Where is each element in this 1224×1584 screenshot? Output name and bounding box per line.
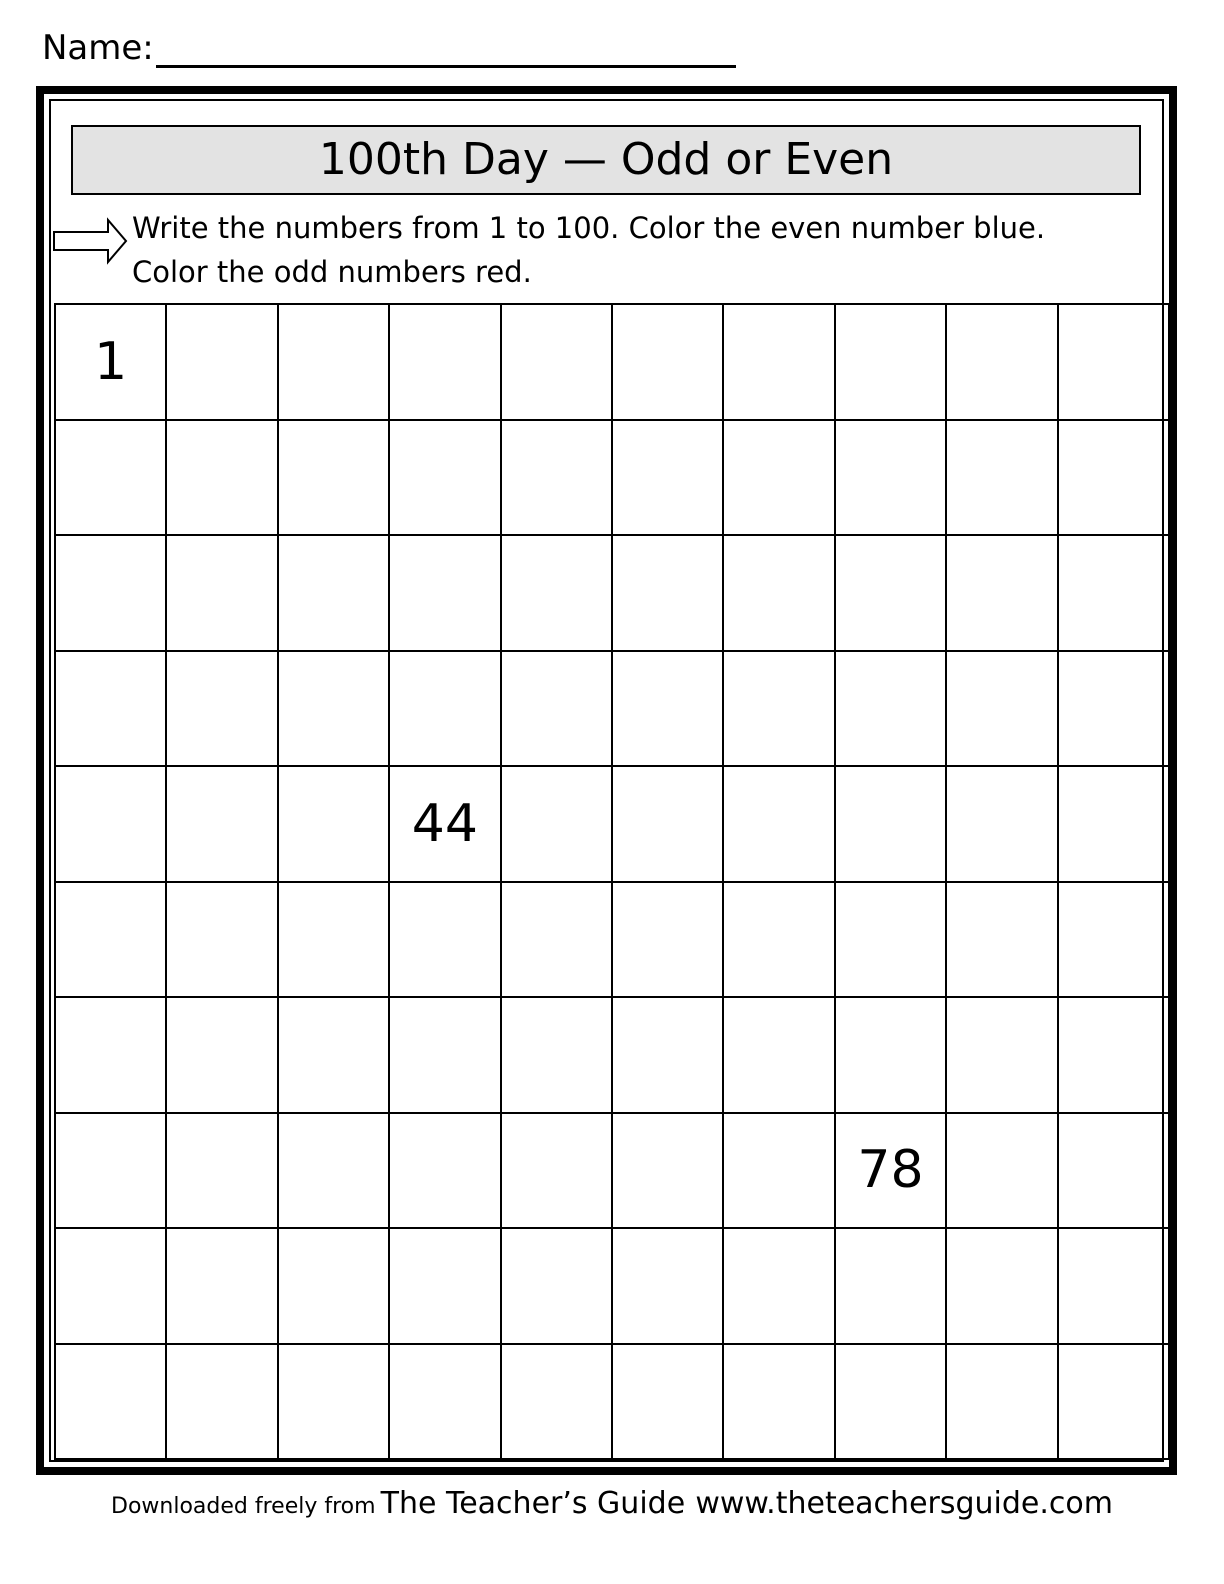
grid-cell[interactable]: [167, 883, 278, 999]
number-grid: [54, 303, 1170, 1460]
grid-cell[interactable]: [167, 998, 278, 1114]
grid-cell[interactable]: [613, 305, 724, 421]
grid-cell[interactable]: [947, 767, 1058, 883]
grid-cell[interactable]: [167, 1345, 278, 1461]
grid-cell[interactable]: [56, 1114, 167, 1230]
grid-cell[interactable]: [502, 767, 613, 883]
grid-cell[interactable]: [947, 1345, 1058, 1461]
grid-cell[interactable]: [167, 305, 278, 421]
grid-cell[interactable]: [167, 767, 278, 883]
instructions-line-2: Color the odd numbers red.: [132, 255, 532, 289]
grid-cell[interactable]: [279, 652, 390, 768]
footer-url[interactable]: www.theteachersguide.com: [695, 1486, 1113, 1521]
grid-cell[interactable]: [390, 1114, 501, 1230]
grid-cell[interactable]: [390, 1345, 501, 1461]
grid-cell[interactable]: [502, 536, 613, 652]
grid-cell[interactable]: [724, 305, 835, 421]
grid-cell[interactable]: [1059, 767, 1170, 883]
grid-cell[interactable]: [724, 1345, 835, 1461]
grid-cell[interactable]: [947, 1114, 1058, 1230]
grid-cell[interactable]: [836, 767, 947, 883]
grid-cell[interactable]: [836, 998, 947, 1114]
grid-cell[interactable]: [613, 421, 724, 537]
grid-cell[interactable]: [613, 767, 724, 883]
grid-cell[interactable]: [1059, 1229, 1170, 1345]
grid-cell[interactable]: [56, 1229, 167, 1345]
worksheet-title: 100th Day — Odd or Even: [71, 125, 1141, 195]
grid-cell[interactable]: [836, 421, 947, 537]
grid-cell[interactable]: [279, 305, 390, 421]
grid-cell[interactable]: [279, 883, 390, 999]
grid-cell[interactable]: [390, 305, 501, 421]
grid-cell[interactable]: [947, 998, 1058, 1114]
grid-cell[interactable]: [167, 1229, 278, 1345]
grid-cell[interactable]: [390, 998, 501, 1114]
grid-cell[interactable]: [390, 883, 501, 999]
grid-cell[interactable]: [502, 1229, 613, 1345]
grid-cell[interactable]: [947, 883, 1058, 999]
cell-number: 78: [857, 1140, 924, 1201]
grid-cell[interactable]: [1059, 652, 1170, 768]
grid-cell[interactable]: [836, 1229, 947, 1345]
grid-cell[interactable]: [279, 1345, 390, 1461]
grid-cell-filled[interactable]: [836, 1114, 947, 1230]
grid-cell[interactable]: [279, 1114, 390, 1230]
grid-cell[interactable]: [836, 883, 947, 999]
grid-cell[interactable]: [279, 767, 390, 883]
grid-cell[interactable]: [1059, 421, 1170, 537]
grid-cell[interactable]: [947, 305, 1058, 421]
grid-cell[interactable]: [1059, 883, 1170, 999]
grid-cell[interactable]: [613, 998, 724, 1114]
grid-cell[interactable]: [1059, 536, 1170, 652]
right-arrow-icon: [52, 216, 130, 266]
grid-cell[interactable]: [502, 998, 613, 1114]
cell-number: 44: [411, 793, 478, 854]
grid-cell[interactable]: [613, 652, 724, 768]
grid-cell[interactable]: [56, 652, 167, 768]
grid-cell[interactable]: [167, 536, 278, 652]
grid-cell[interactable]: [502, 305, 613, 421]
grid-cell[interactable]: [836, 536, 947, 652]
grid-cell[interactable]: [390, 1229, 501, 1345]
grid-cell[interactable]: [613, 1229, 724, 1345]
grid-cell[interactable]: [56, 767, 167, 883]
footer-prefix: Downloaded freely from: [111, 1494, 376, 1519]
grid-cell[interactable]: [56, 883, 167, 999]
name-label: Name:: [42, 28, 154, 68]
grid-cell[interactable]: [724, 883, 835, 999]
grid-cell[interactable]: [613, 1345, 724, 1461]
grid-cell[interactable]: [836, 652, 947, 768]
grid-cell[interactable]: [390, 536, 501, 652]
grid-cell[interactable]: [724, 998, 835, 1114]
grid-cell[interactable]: [502, 1114, 613, 1230]
grid-cell[interactable]: [56, 421, 167, 537]
grid-cell[interactable]: [56, 998, 167, 1114]
grid-cell[interactable]: [836, 1345, 947, 1461]
grid-cell[interactable]: [56, 1345, 167, 1461]
grid-cell[interactable]: [279, 1229, 390, 1345]
grid-cell[interactable]: [724, 536, 835, 652]
grid-cell[interactable]: [613, 1114, 724, 1230]
grid-cell[interactable]: [724, 1229, 835, 1345]
grid-cell[interactable]: [724, 1114, 835, 1230]
grid-cell[interactable]: [167, 1114, 278, 1230]
grid-cell[interactable]: [947, 1229, 1058, 1345]
grid-cell[interactable]: [836, 305, 947, 421]
grid-cell[interactable]: [502, 883, 613, 999]
grid-cell[interactable]: [947, 536, 1058, 652]
grid-cell[interactable]: [1059, 305, 1170, 421]
grid-cell[interactable]: [167, 652, 278, 768]
grid-cell[interactable]: [724, 767, 835, 883]
grid-cell[interactable]: [1059, 1114, 1170, 1230]
grid-cell[interactable]: [724, 421, 835, 537]
grid-cell[interactable]: [613, 883, 724, 999]
footer-site-name: The Teacher’s Guide: [380, 1486, 686, 1521]
grid-cell[interactable]: [390, 421, 501, 537]
grid-cell[interactable]: [613, 536, 724, 652]
grid-cell[interactable]: [390, 652, 501, 768]
grid-cell[interactable]: [1059, 1345, 1170, 1461]
grid-cell[interactable]: [167, 421, 278, 537]
grid-cell[interactable]: [279, 998, 390, 1114]
instructions-line-1: Write the numbers from 1 to 100. Color the even number blue.: [132, 211, 1046, 245]
name-field[interactable]: [42, 28, 736, 68]
grid-cell[interactable]: [502, 421, 613, 537]
footer: [0, 1486, 1224, 1521]
grid-cell[interactable]: [947, 421, 1058, 537]
grid-cell[interactable]: [279, 421, 390, 537]
grid-cell[interactable]: [279, 536, 390, 652]
grid-cell[interactable]: [56, 536, 167, 652]
grid-cell[interactable]: [724, 652, 835, 768]
grid-cell-filled[interactable]: [390, 767, 501, 883]
name-underline[interactable]: [156, 35, 736, 68]
grid-cell[interactable]: [947, 652, 1058, 768]
cell-number: 1: [94, 331, 128, 392]
grid-cell[interactable]: [502, 652, 613, 768]
grid-cell[interactable]: [1059, 998, 1170, 1114]
instructions: [132, 206, 1045, 294]
grid-cell-filled[interactable]: [56, 305, 167, 421]
grid-cell[interactable]: [502, 1345, 613, 1461]
